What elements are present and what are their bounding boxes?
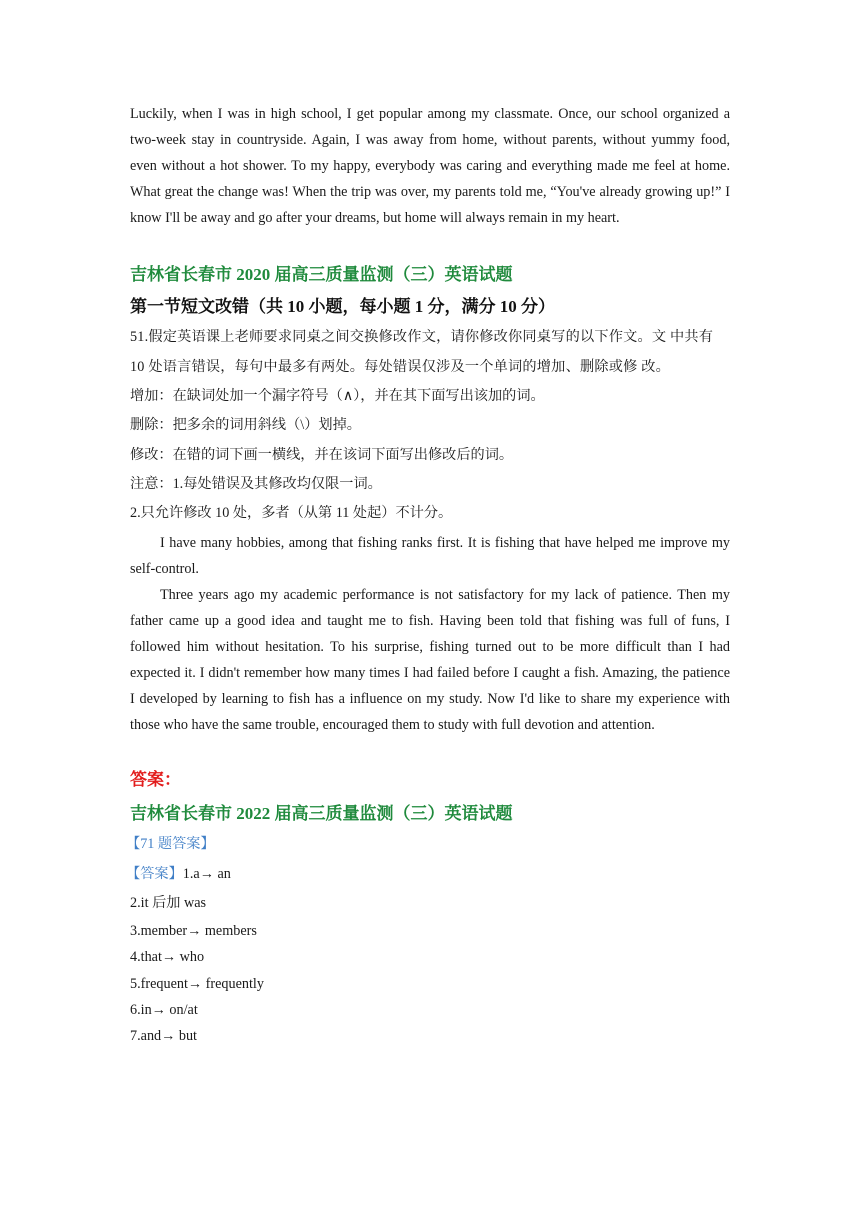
- answer-item-1: 1.a→ an: [182, 865, 231, 882]
- answer-item-5: 5.frequent→ frequently: [130, 975, 264, 992]
- essay-paragraph-2: Three years ago my academic performance is not satisfactory for my lack of patience. Then my father came up a good idea and taught me to fish. Having been told that fishing was full of funs, I followed him without hesitation. To his surprise, fishing turned out to be more difficult than I had expected it. I didn't remember how many times I had failed before I caught a fish. Amazing, the patience I developed by learning to fish has a influence on my study. Now I'd like to share my experience with those who have the same trouble, encouraged them to study with full devotion and attention.: [130, 586, 730, 734]
- instruction-main: 51.假定英语课上老师要求同桌之间交换修改作文，请你修改你同桌写的以下作文。文 中共有 10 处语言错误，每句中最多有两处。每处错误仅涉及一个单词的增加、删除或修 改。: [130, 329, 714, 375]
- answer-label: 答案：: [130, 770, 181, 790]
- instruction-add: 增加：在缺词处加一个漏字符号（∧），并在其下面写出该加的词。: [130, 388, 545, 405]
- answer-tag: 【答案】: [126, 865, 183, 882]
- essay-block: [130, 530, 730, 739]
- instruction-modify: 修改：在错的词下画一横线，并在该词下面写出修改后的词。: [130, 446, 514, 463]
- answer-section-title: 吉林省长春市 2022 届高三质量监测（三）英语试题: [130, 804, 513, 824]
- answer-item-2: 2.it 后加 was: [130, 894, 207, 911]
- instruction-note-2: 2.只允许修改 10 处，多者（从第 11 处起）不计分。: [130, 505, 453, 522]
- instructions-block: [130, 323, 730, 528]
- instruction-delete: 删除：把多余的词用斜线（\）划掉。: [130, 417, 361, 434]
- essay-paragraph-1: I have many hobbies, among that fishing ranks first. It is fishing that have helped me improve my self-control.: [130, 534, 730, 577]
- answer-line-1: [126, 860, 730, 889]
- document-page: [126, 100, 730, 1049]
- answer-item-6: 6.in→ on/at: [130, 1001, 198, 1018]
- intro-paragraph: Luckily, when I was in high school, I get popular among my classmate. Once, our school organized a two-week stay in countryside. Again, I was away from home, without parents, without yummy food, even without a hot shower. To my happy, everybody was caring and everything made me feel at home. What great the change was! When the trip was over, my parents told me, “You've already growing up!” I know I'll be away and go after your dreams, but home will always remain in my heart.: [130, 106, 730, 227]
- section-title: 吉林省长春市 2020 届高三质量监测（三）英语试题: [130, 265, 513, 285]
- answer-item-3: 3.member→ members: [130, 923, 257, 940]
- section-subtitle: 第一节短文改错（共 10 小题，每小题 1 分，满分 10 分）: [130, 297, 555, 317]
- answer-list: [126, 830, 730, 1049]
- instruction-note-1: 注意：1.每处错误及其修改均仅限一词。: [130, 475, 382, 492]
- question-tag: 【71 题答案】: [126, 836, 215, 853]
- answer-item-4: 4.that→ who: [130, 949, 205, 966]
- answer-item-7: 7.and→ but: [130, 1028, 197, 1044]
